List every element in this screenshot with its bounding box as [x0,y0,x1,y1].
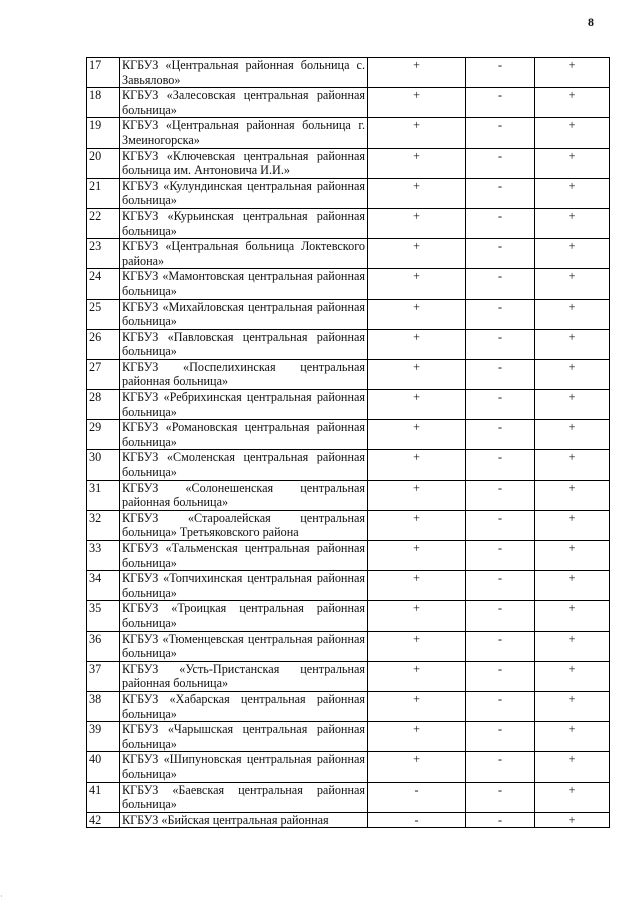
table-row [87,208,610,238]
mark-cell-1: + [368,329,466,359]
table-row [87,178,610,208]
mark-cell-1: + [368,752,466,782]
institution-name-cell: КГБУЗ «Мамонтовская центральная районная больница» [120,269,368,299]
mark-cell-1: + [368,269,466,299]
institution-name-cell: КГБУЗ «Шипуновская центральная районная больница» [120,752,368,782]
row-number-cell: 31 [87,480,120,510]
row-number-cell: 28 [87,390,120,420]
mark-cell-1: + [368,631,466,661]
table-row [87,752,610,782]
mark-cell-1: + [368,88,466,118]
institution-name-cell: КГБУЗ «Павловская центральная районная больница» [120,329,368,359]
mark-cell-1: + [368,480,466,510]
mark-cell-2: - [466,208,535,238]
institution-name-cell: КГБУЗ «Центральная больница Локтевского района» [120,239,368,269]
row-number-cell: 25 [87,299,120,329]
row-number-cell: 32 [87,510,120,540]
mark-cell-3: + [535,782,610,812]
institution-name-cell: КГБУЗ «Чарышская центральная районная больница» [120,722,368,752]
institution-name-cell: КГБУЗ «Усть-Пристанская центральная районная больница» [120,661,368,691]
mark-cell-3: + [535,722,610,752]
institution-name-cell: КГБУЗ «Бийская центральная районная [120,812,368,828]
table-row [87,661,610,691]
institution-name-cell: КГБУЗ «Баевская центральная районная больница» [120,782,368,812]
mark-cell-2: - [466,329,535,359]
table-row [87,58,610,88]
table-row [87,631,610,661]
table-row [87,329,610,359]
mark-cell-1: + [368,571,466,601]
mark-cell-2: - [466,661,535,691]
table-row [87,571,610,601]
row-number-cell: 20 [87,148,120,178]
institution-name-cell: КГБУЗ «Курьинская центральная районная больница» [120,208,368,238]
mark-cell-1: + [368,420,466,450]
institution-name-cell: КГБУЗ «Тюменцевская центральная районная больница» [120,631,368,661]
mark-cell-1: + [368,359,466,389]
mark-cell-2: - [466,390,535,420]
table-row [87,420,610,450]
row-number-cell: 18 [87,88,120,118]
mark-cell-1: + [368,601,466,631]
mark-cell-2: - [466,691,535,721]
mark-cell-2: - [466,480,535,510]
mark-cell-3: + [535,571,610,601]
mark-cell-3: + [535,88,610,118]
table-row [87,148,610,178]
row-number-cell: 27 [87,359,120,389]
mark-cell-2: - [466,752,535,782]
table-row [87,510,610,540]
hospital-table [86,57,610,828]
table-row [87,118,610,148]
row-number-cell: 41 [87,782,120,812]
institution-name-cell: КГБУЗ «Топчихинская центральная районная больница» [120,571,368,601]
mark-cell-1: - [368,812,466,828]
institution-name-cell: КГБУЗ «Кулундинская центральная районная больница» [120,178,368,208]
mark-cell-3: + [535,480,610,510]
mark-cell-1: + [368,58,466,88]
row-number-cell: 30 [87,450,120,480]
row-number-cell: 35 [87,601,120,631]
mark-cell-3: + [535,752,610,782]
mark-cell-3: + [535,510,610,540]
mark-cell-3: + [535,812,610,828]
institution-name-cell: КГБУЗ «Хабарская центральная районная больница» [120,691,368,721]
mark-cell-1: + [368,390,466,420]
mark-cell-1: + [368,510,466,540]
mark-cell-1: + [368,450,466,480]
mark-cell-2: - [466,631,535,661]
row-number-cell: 42 [87,812,120,828]
mark-cell-1: + [368,541,466,571]
table-row [87,782,610,812]
row-number-cell: 40 [87,752,120,782]
mark-cell-3: + [535,118,610,148]
table-row [87,359,610,389]
institution-name-cell: КГБУЗ «Солонешенская центральная районная больница» [120,480,368,510]
row-number-cell: 39 [87,722,120,752]
mark-cell-3: + [535,148,610,178]
table-row [87,691,610,721]
row-number-cell: 21 [87,178,120,208]
mark-cell-1: + [368,208,466,238]
mark-cell-3: + [535,178,610,208]
mark-cell-3: + [535,390,610,420]
mark-cell-3: + [535,661,610,691]
institution-name-cell: КГБУЗ «Тальменская центральная районная больница» [120,541,368,571]
mark-cell-3: + [535,420,610,450]
mark-cell-1: - [368,782,466,812]
institution-name-cell: КГБУЗ «Смоленская центральная районная больница» [120,450,368,480]
institution-name-cell: КГБУЗ «Ключевская центральная районная больница им. Антоновича И.И.» [120,148,368,178]
mark-cell-2: - [466,450,535,480]
row-number-cell: 24 [87,269,120,299]
mark-cell-1: + [368,722,466,752]
mark-cell-3: + [535,631,610,661]
mark-cell-1: + [368,178,466,208]
table-row [87,480,610,510]
mark-cell-1: + [368,118,466,148]
institution-name-cell: КГБУЗ «Поспелихинская центральная районная больница» [120,359,368,389]
row-number-cell: 19 [87,118,120,148]
mark-cell-1: + [368,148,466,178]
table-row [87,299,610,329]
hospital-table-body [87,58,610,828]
mark-cell-3: + [535,541,610,571]
institution-name-cell: КГБУЗ «Романовская центральная районная больница» [120,420,368,450]
row-number-cell: 29 [87,420,120,450]
table-row [87,812,610,828]
table-row [87,239,610,269]
page-number: 8 [588,15,594,29]
row-number-cell: 34 [87,571,120,601]
row-number-cell: 36 [87,631,120,661]
mark-cell-3: + [535,269,610,299]
row-number-cell: 37 [87,661,120,691]
table-row [87,450,610,480]
mark-cell-2: - [466,178,535,208]
table-row [87,269,610,299]
mark-cell-3: + [535,450,610,480]
mark-cell-2: - [466,541,535,571]
mark-cell-1: + [368,299,466,329]
row-number-cell: 17 [87,58,120,88]
mark-cell-3: + [535,359,610,389]
mark-cell-2: - [466,782,535,812]
mark-cell-3: + [535,239,610,269]
mark-cell-3: + [535,208,610,238]
row-number-cell: 22 [87,208,120,238]
mark-cell-1: + [368,661,466,691]
institution-name-cell: КГБУЗ «Михайловская центральная районная больница» [120,299,368,329]
row-number-cell: 26 [87,329,120,359]
mark-cell-1: + [368,691,466,721]
institution-name-cell: КГБУЗ «Ребрихинская центральная районная больница» [120,390,368,420]
table-row [87,390,610,420]
mark-cell-2: - [466,812,535,828]
mark-cell-3: + [535,58,610,88]
mark-cell-2: - [466,239,535,269]
scan-mark: · [0,892,3,901]
mark-cell-1: + [368,239,466,269]
row-number-cell: 33 [87,541,120,571]
institution-name-cell: КГБУЗ «Залесовская центральная районная больница» [120,88,368,118]
mark-cell-2: - [466,420,535,450]
mark-cell-2: - [466,722,535,752]
table-row [87,722,610,752]
institution-name-cell: КГБУЗ «Центральная районная больница г. Змеиногорска» [120,118,368,148]
table-row [87,601,610,631]
table-row [87,88,610,118]
table-row [87,541,610,571]
mark-cell-2: - [466,118,535,148]
mark-cell-2: - [466,510,535,540]
mark-cell-3: + [535,691,610,721]
mark-cell-2: - [466,601,535,631]
mark-cell-2: - [466,88,535,118]
row-number-cell: 38 [87,691,120,721]
mark-cell-3: + [535,601,610,631]
row-number-cell: 23 [87,239,120,269]
mark-cell-2: - [466,148,535,178]
mark-cell-3: + [535,329,610,359]
institution-name-cell: КГБУЗ «Староалейская центральная больница» Третьяковского района [120,510,368,540]
institution-name-cell: КГБУЗ «Троицкая центральная районная больница» [120,601,368,631]
mark-cell-2: - [466,299,535,329]
mark-cell-2: - [466,58,535,88]
mark-cell-2: - [466,571,535,601]
mark-cell-3: + [535,299,610,329]
institution-name-cell: КГБУЗ «Центральная районная больница с. Завьялово» [120,58,368,88]
mark-cell-2: - [466,269,535,299]
mark-cell-2: - [466,359,535,389]
